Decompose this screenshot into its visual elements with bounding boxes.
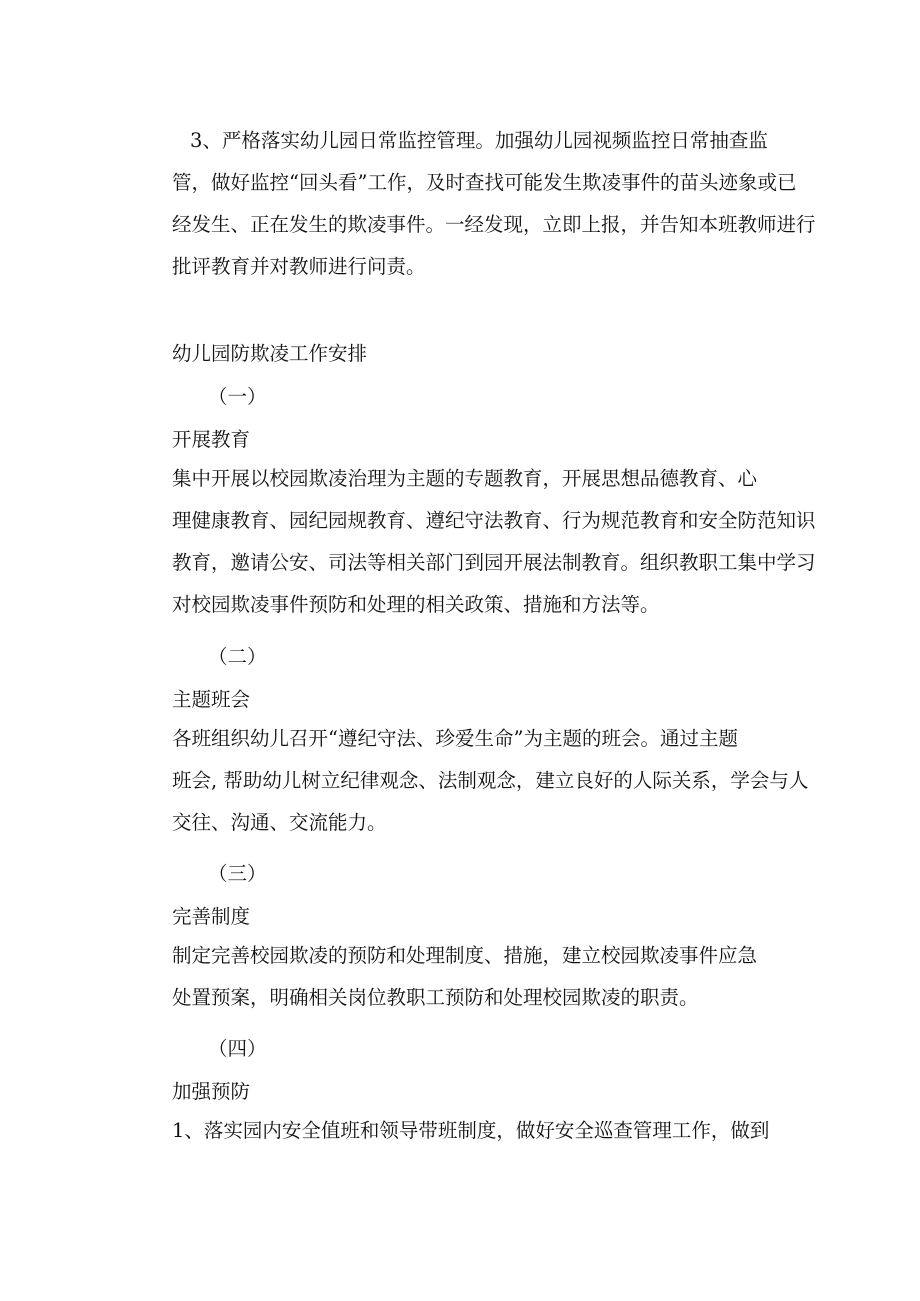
item-heading: 开展教育 [172,428,251,451]
paragraph-line: 交往、沟通、交流能力。 [172,811,387,834]
paragraph-3 [172,120,816,288]
paragraph-line: 制定完善校园欺凌的预防和处理制度、措施，建立校园欺凌事件应急 [172,944,758,967]
paragraph-line: 各班组织幼儿召开“遵纪守法、珍爱生命”为主题的班会。通过主题 [172,727,738,750]
paragraph-line: 班会, 帮助幼儿树立纪律观念、法制观念，建立良好的人际关系，学会与人 [172,769,809,792]
item-number: （三） [208,862,267,885]
paragraph-line: 1、落实园内安全值班和领导带班制度，做好安全巡查管理工作，做到 [172,1119,770,1142]
paragraph-line: 教育，邀请公安、司法等相关部门到园开展法制教育。组织教职工集中学习 [172,551,816,574]
item-body [172,458,816,626]
item-body [172,718,809,844]
paragraph-line: 经发生、正在发生的欺凌事件。一经发现，立即上报，并告知本班教师进行 [172,213,816,236]
item-number: （四） [208,1037,267,1060]
item-number: （一） [208,385,267,408]
item-body [172,1110,792,1152]
paragraph-line: 管，做好监控“回头看”工作，及时查找可能发生欺凌事件的苗头迹象或已 [172,171,797,194]
item-body [172,935,792,1019]
paragraph-line: 处置预案，明确相关岗位教职工预防和处理校园欺凌的职责。 [172,986,699,1009]
item-number: （二） [208,645,267,668]
paragraph-line: 3、严格落实幼儿园日常监控管理。加强幼儿园视频监控日常抽查监 [190,129,768,152]
section-title: 幼儿园防欺凌工作安排 [172,342,368,365]
item-heading: 主题班会 [172,688,251,711]
paragraph-line: 集中开展以校园欺凌治理为主题的专题教育，开展思想品德教育、心 [172,467,758,490]
item-heading: 加强预防 [172,1080,251,1103]
paragraph-line: 理健康教育、园纪园规教育、遵纪守法教育、行为规范教育和安全防范知识 [172,509,816,532]
paragraph-line: 批评教育并对教师进行问责。 [172,255,426,278]
paragraph-line: 对校园欺凌事件预防和处理的相关政策、措施和方法等。 [172,593,660,616]
item-heading: 完善制度 [172,905,251,928]
